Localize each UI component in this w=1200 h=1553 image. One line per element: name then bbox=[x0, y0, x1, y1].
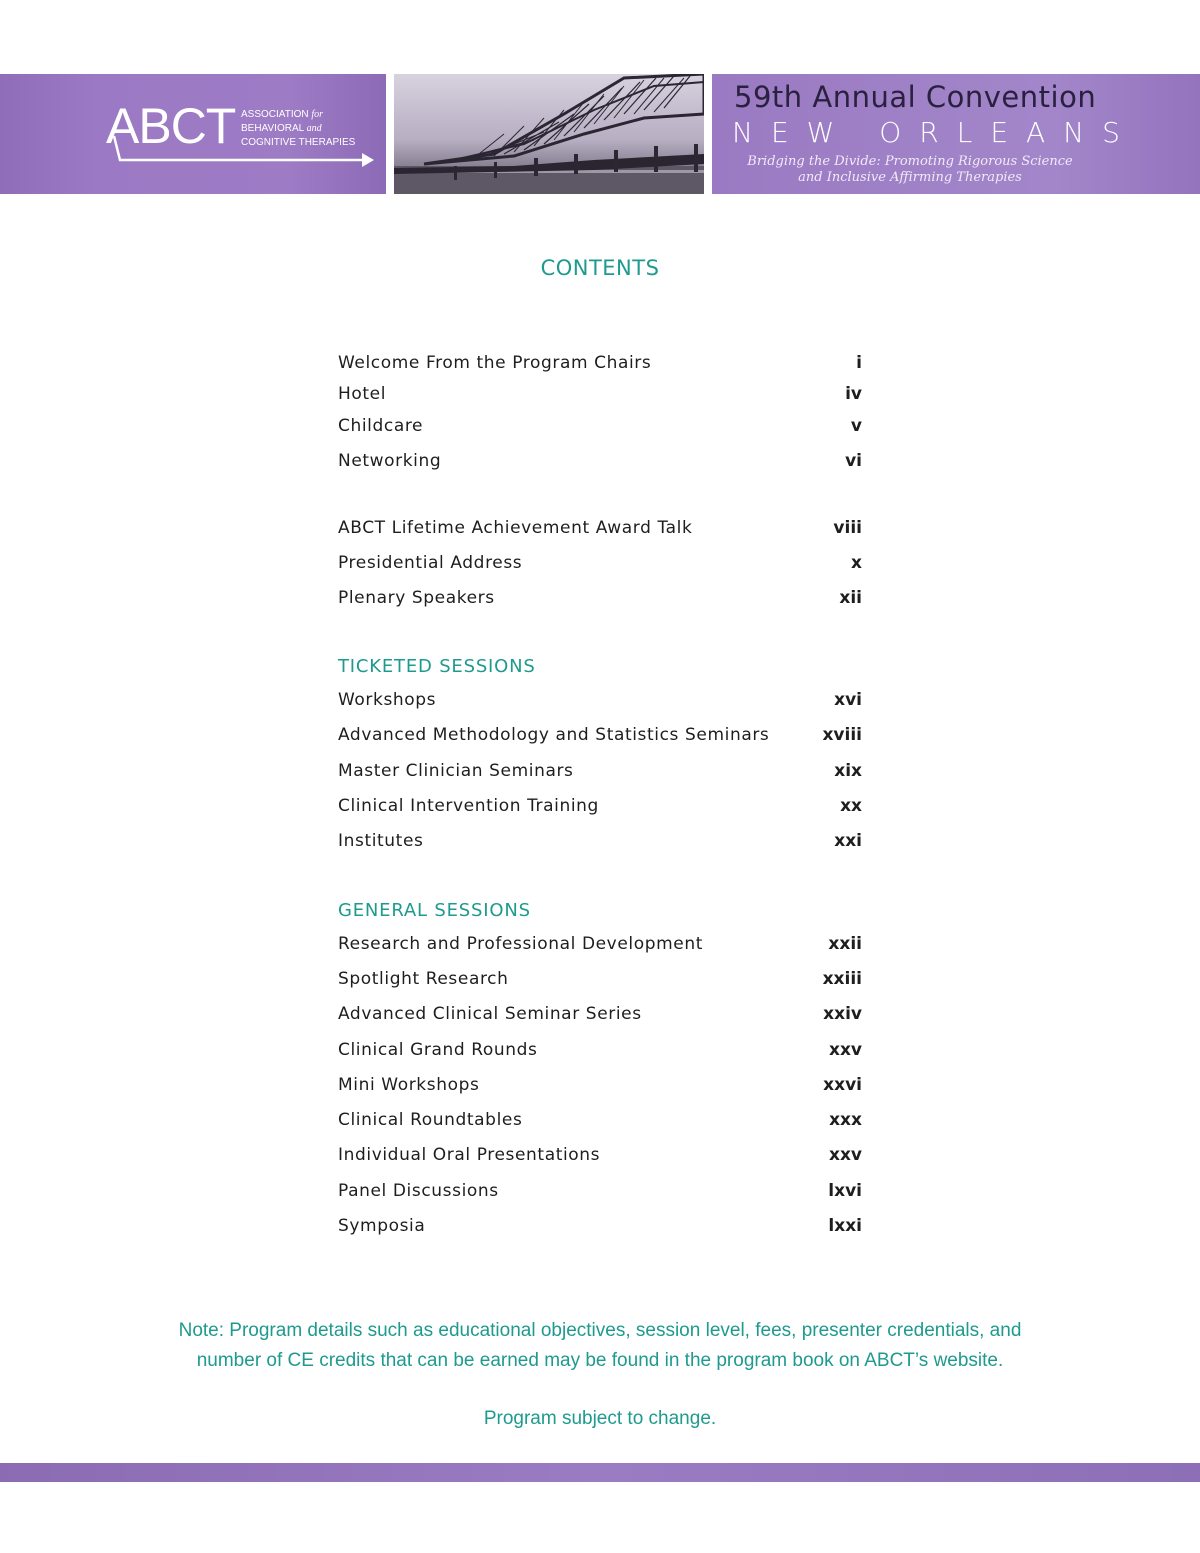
toc-entry-networking[interactable] bbox=[338, 448, 862, 474]
toc-entry-workshops[interactable] bbox=[338, 687, 862, 713]
toc-label: Advanced Clinical Seminar Series bbox=[338, 1004, 642, 1024]
logo-line-3: COGNITIVE THERAPIES bbox=[241, 137, 356, 148]
abct-logo-panel bbox=[0, 74, 386, 194]
toc-page-number: iv bbox=[845, 384, 862, 404]
toc-entry-spotlight-research[interactable] bbox=[338, 966, 862, 992]
toc-label: Plenary Speakers bbox=[338, 588, 495, 608]
toc-page-number: lxvi bbox=[828, 1181, 862, 1201]
toc-label: Clinical Roundtables bbox=[338, 1110, 523, 1130]
toc-label: Presidential Address bbox=[338, 553, 523, 573]
toc-label: Institutes bbox=[338, 831, 424, 851]
logo-line-1-small: for bbox=[311, 109, 324, 120]
toc-entry-welcome[interactable] bbox=[338, 350, 862, 376]
toc-page-number: xii bbox=[839, 588, 862, 608]
theme-line-1: Bridging the Divide: Promoting Rigorous Science bbox=[747, 154, 1073, 169]
page-title: CONTENTS bbox=[540, 256, 660, 280]
toc-page-number: xxv bbox=[828, 1040, 862, 1060]
toc-label: Master Clinician Seminars bbox=[338, 761, 574, 781]
toc-entry-ams-seminars[interactable] bbox=[338, 722, 862, 748]
header-banner bbox=[0, 74, 1200, 194]
toc-label: Networking bbox=[338, 451, 442, 471]
toc-page-number: xxx bbox=[829, 1110, 862, 1130]
toc-label: Workshops bbox=[338, 690, 437, 710]
toc-entry-plenary-speakers[interactable] bbox=[338, 585, 862, 611]
logo-line-1: ASSOCIATION bbox=[241, 109, 309, 120]
toc-label: Symposia bbox=[338, 1216, 426, 1236]
toc-label: Clinical Grand Rounds bbox=[338, 1040, 538, 1060]
toc-entry-oral-presentations[interactable] bbox=[338, 1142, 862, 1168]
toc-page-number: xxiii bbox=[822, 969, 862, 989]
bridge-photo bbox=[394, 74, 704, 194]
toc-page-number: xxi bbox=[834, 831, 862, 851]
toc-page-number: xvi bbox=[834, 690, 862, 710]
toc-page-number: xxii bbox=[828, 934, 862, 954]
toc-page-number: xviii bbox=[822, 725, 862, 745]
toc-page-number: v bbox=[850, 416, 862, 436]
toc-label: Spotlight Research bbox=[338, 969, 509, 989]
convention-theme bbox=[712, 154, 1108, 186]
convention-city: NEW ORLEANS bbox=[732, 116, 1138, 149]
toc-entry-presidential-address[interactable] bbox=[338, 550, 862, 576]
toc-entry-hotel[interactable] bbox=[338, 381, 862, 407]
toc-page-number: xix bbox=[834, 761, 862, 781]
program-note bbox=[0, 1316, 1200, 1376]
note-line-2: number of CE credits that can be earned may be found in the program book on ABCT’s website. bbox=[196, 1350, 1004, 1371]
toc-page-number: vi bbox=[845, 451, 862, 471]
toc-entry-institutes[interactable] bbox=[338, 828, 862, 854]
toc-entry-panel-discussions[interactable] bbox=[338, 1178, 862, 1204]
toc-label: Welcome From the Program Chairs bbox=[338, 353, 652, 373]
toc-entry-grand-rounds[interactable] bbox=[338, 1037, 862, 1063]
change-note: Program subject to change. bbox=[483, 1408, 717, 1429]
toc-entry-roundtables[interactable] bbox=[338, 1107, 862, 1133]
toc-page-number: viii bbox=[833, 518, 862, 538]
toc-entry-advanced-clinical[interactable] bbox=[338, 1001, 862, 1027]
toc-entry-research-development[interactable] bbox=[338, 931, 862, 957]
toc-label: Advanced Methodology and Statistics Seminars bbox=[338, 725, 770, 745]
footer-bar bbox=[0, 1463, 1200, 1482]
toc-entry-clinical-intervention[interactable] bbox=[338, 793, 862, 819]
logo-wordmark: ABCT bbox=[106, 98, 236, 154]
toc-entry-childcare[interactable] bbox=[338, 413, 862, 439]
logo-line-2: BEHAVIORAL bbox=[241, 123, 304, 134]
toc-entry-mini-workshops[interactable] bbox=[338, 1072, 862, 1098]
note-line-1: Note: Program details such as educational objectives, session level, fees, presenter credentials, and bbox=[178, 1320, 1022, 1341]
toc-label: Individual Oral Presentations bbox=[338, 1145, 601, 1165]
toc-page-number: xx bbox=[840, 796, 862, 816]
toc-label: Clinical Intervention Training bbox=[338, 796, 599, 816]
toc-entry-master-clinician[interactable] bbox=[338, 758, 862, 784]
toc-page-number: i bbox=[856, 353, 862, 373]
toc-label: Mini Workshops bbox=[338, 1075, 480, 1095]
toc-label: Childcare bbox=[338, 416, 424, 436]
toc-label: Hotel bbox=[338, 384, 387, 404]
theme-line-2: and Inclusive Affirming Therapies bbox=[798, 170, 1022, 185]
toc-label: Panel Discussions bbox=[338, 1181, 499, 1201]
toc-page-number: xxvi bbox=[823, 1075, 862, 1095]
section-heading-ticketed: TICKETED SESSIONS bbox=[338, 656, 536, 677]
toc-label: ABCT Lifetime Achievement Award Talk bbox=[338, 518, 693, 538]
logo-org-name bbox=[241, 108, 355, 150]
convention-title: 59th Annual Convention bbox=[734, 80, 1097, 114]
abct-logo bbox=[106, 96, 378, 176]
toc-page-number: xxv bbox=[828, 1145, 862, 1165]
toc-page-number: lxxi bbox=[828, 1216, 862, 1236]
toc-entry-symposia[interactable] bbox=[338, 1213, 862, 1239]
toc-label: Research and Professional Development bbox=[338, 934, 703, 954]
toc-entry-lifetime-award[interactable] bbox=[338, 515, 862, 541]
logo-line-2-small: and bbox=[306, 123, 322, 134]
toc-page-number: xxiv bbox=[823, 1004, 862, 1024]
section-heading-general: GENERAL SESSIONS bbox=[338, 900, 531, 921]
toc-page-number: x bbox=[851, 553, 862, 573]
convention-panel bbox=[712, 74, 1200, 194]
